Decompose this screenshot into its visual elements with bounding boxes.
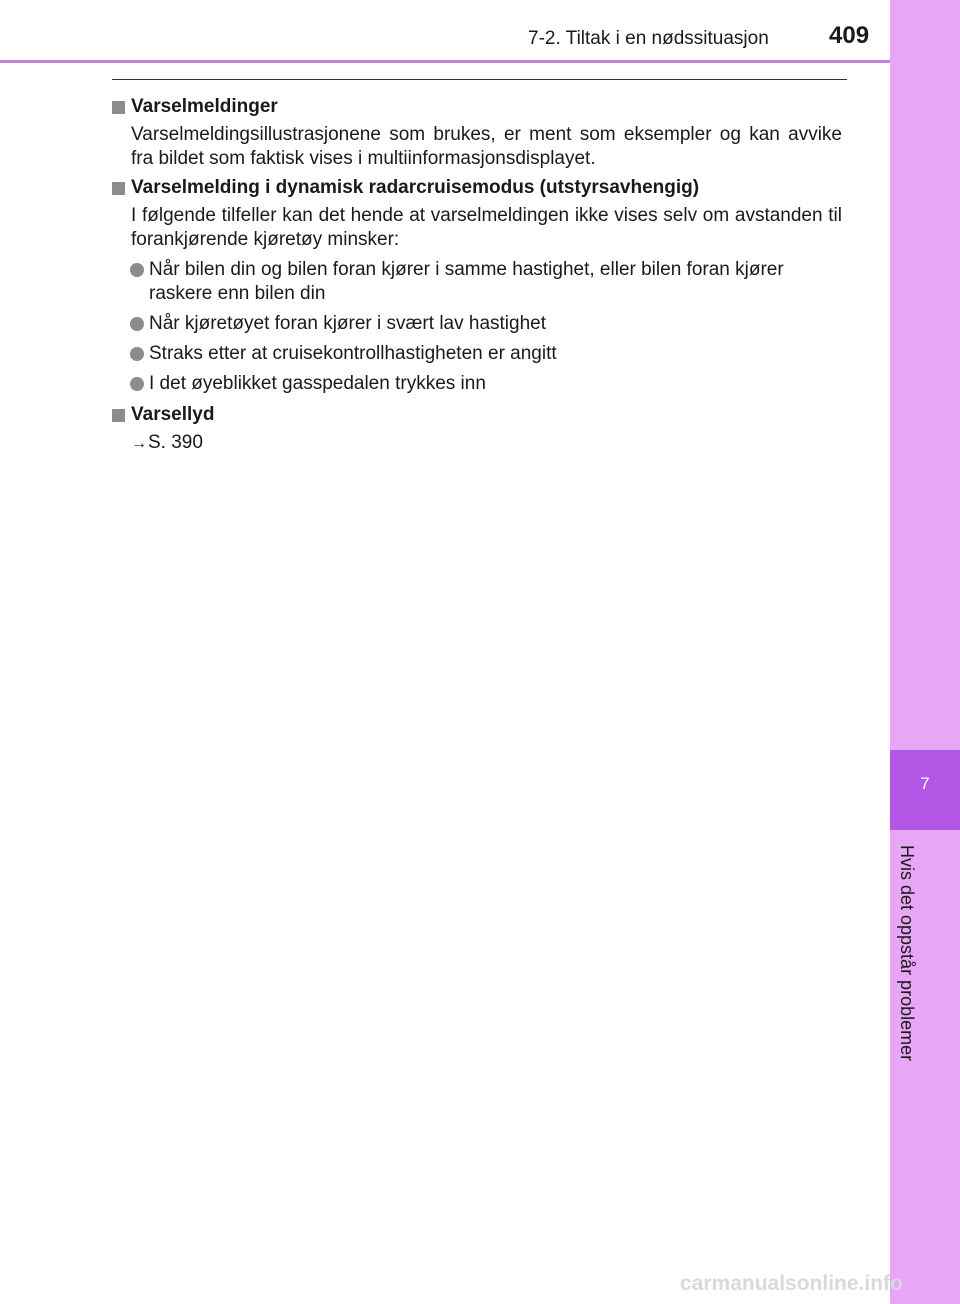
- page-reference-link[interactable]: [131, 431, 848, 456]
- round-bullet-icon: [130, 263, 144, 277]
- chapter-tab[interactable]: [890, 750, 960, 830]
- heading-text: Varsellyd: [131, 404, 215, 425]
- section-paragraph: I følgende tilfeller kan det hende at varselmeldingen ikke vises selv om avstanden til forankjørende kjøretøy minsker:: [131, 205, 842, 250]
- square-bullet-icon: [112, 101, 125, 114]
- list-item-text: Når bilen din og bilen foran kjører i samme hastighet, eller bilen foran kjører raskere enn bilen din: [149, 259, 784, 304]
- chapter-label: Hvis det oppstår problemer: [897, 845, 917, 1062]
- round-bullet-icon: [130, 377, 144, 391]
- list-item: [130, 258, 848, 306]
- heading-text: Varselmeldinger: [131, 96, 278, 117]
- chapter-number: 7: [920, 774, 930, 793]
- footer-watermark: carmanualsonline.info: [680, 1272, 903, 1295]
- arrow-right-icon: →: [131, 435, 147, 452]
- square-bullet-icon: [112, 409, 125, 422]
- side-tab: [890, 0, 960, 1304]
- section-heading: [112, 94, 848, 120]
- section-heading: [112, 175, 848, 201]
- heading-text: Varselmelding i dynamisk radarcruisemodus (utstyrsavhengig): [131, 177, 700, 198]
- round-bullet-icon: [130, 317, 144, 331]
- list-item-text: Straks etter at cruisekontrollhastigheten er angitt: [149, 343, 557, 364]
- page-content: [112, 90, 848, 456]
- list-item: [130, 342, 848, 366]
- section-heading: [112, 402, 848, 428]
- section-title: 7-2. Tiltak i en nødssituasjon: [528, 28, 769, 49]
- list-item: [130, 312, 848, 336]
- section-paragraph: Varselmeldingsillustrasjonene som brukes, er ment som eksempler og kan avvike fra bildet som faktisk vises i multiinformasjonsdisplayet.: [131, 124, 842, 169]
- content-rule: [112, 79, 847, 80]
- list-item-text: I det øyeblikket gasspedalen trykkes inn: [149, 373, 486, 394]
- header-rule: [0, 60, 890, 63]
- list-item: [130, 372, 848, 396]
- round-bullet-icon: [130, 347, 144, 361]
- page-number: 409: [829, 22, 870, 49]
- list-item-text: Når kjøretøyet foran kjører i svært lav hastighet: [149, 313, 546, 334]
- reference-text: S. 390: [148, 432, 203, 453]
- square-bullet-icon: [112, 182, 125, 195]
